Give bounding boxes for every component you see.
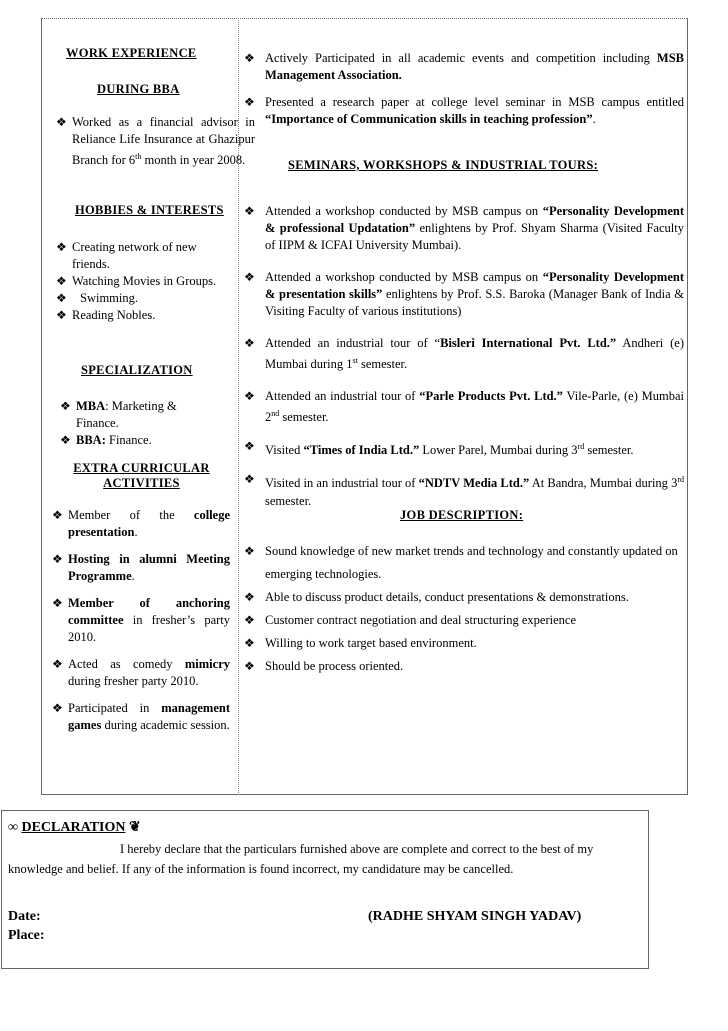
- diamond-bullet-icon: ❖: [244, 544, 255, 558]
- list-item: ❖ Should be process oriented.: [240, 655, 684, 678]
- diamond-bullet-icon: ❖: [52, 508, 63, 522]
- diamond-bullet-icon: ❖: [244, 95, 255, 109]
- work-experience-heading: WORK EXPERIENCE: [66, 46, 197, 60]
- declaration-box: [1, 810, 649, 969]
- place-label: Place:: [8, 928, 45, 943]
- diamond-bullet-icon: ❖: [244, 336, 255, 350]
- diamond-bullet-icon: ❖: [56, 274, 67, 288]
- signatory-name: (RADHE SHYAM SINGH YADAV): [368, 909, 582, 924]
- diamond-bullet-icon: ❖: [56, 115, 67, 129]
- diamond-bullet-icon: ❖: [244, 590, 255, 604]
- ornament-left-icon: ∞: [8, 820, 18, 835]
- list-item: ❖ Reading Nobles.: [56, 308, 156, 322]
- diamond-bullet-icon: ❖: [56, 240, 67, 254]
- specialization-list: [51, 398, 211, 449]
- seminars-heading: SEMINARS, WORKSHOPS & INDUSTRIAL TOURS:: [288, 158, 599, 172]
- list-item: ❖ Presented a research paper at college level seminar in MSB campus entitled “Importance of Communication skills in teaching profession”.: [244, 95, 684, 126]
- list-item: ❖ Member of anchoring committee in fresher’s party 2010.: [52, 596, 230, 644]
- list-item: ❖ BBA: Finance.: [60, 433, 152, 447]
- list-item: ❖ Creating network of new friends.: [56, 240, 197, 271]
- job-description-list: [240, 540, 684, 678]
- frame-bottom-border: [42, 794, 687, 795]
- list-item: ❖ Attended a workshop conducted by MSB campus on “Personality Development & presentation skills” enlightens by Prof. S.S. Baroka (Manager Bank of India & Visiting Faculty of various institutions): [244, 270, 684, 318]
- list-item: ❖ Sound knowledge of new market trends and technology and constantly updated on emerging technologies.: [240, 540, 684, 586]
- seminars-list: [240, 203, 684, 510]
- list-item: ❖ Attended an industrial tour of “Parle Products Pvt. Ltd.” Vile-Parle, (e) Mumbai 2nd semester.: [244, 389, 684, 425]
- diamond-bullet-icon: ❖: [244, 270, 255, 284]
- ornament-right-icon: ❦: [128, 820, 141, 835]
- diamond-bullet-icon: ❖: [52, 552, 63, 566]
- diamond-bullet-icon: ❖: [60, 399, 71, 413]
- diamond-bullet-icon: ❖: [244, 472, 255, 487]
- list-item: ❖ Visited “Times of India Ltd.” Lower Parel, Mumbai during 3rd semester.: [244, 439, 634, 458]
- diamond-bullet-icon: ❖: [244, 636, 255, 650]
- list-item: ❖ Customer contract negotiation and deal structuring experience: [240, 609, 684, 632]
- extra-curricular-list: [43, 507, 230, 734]
- extra-curricular-heading: EXTRA CURRICULAR ACTIVITIES: [73, 461, 210, 490]
- list-item: ❖ Swimming.: [56, 291, 138, 305]
- declaration-text: I hereby declare that the particulars furnished above are complete and correct to the best of my knowledge and belief. If any of the information is found incorrect, my candidature may be cancelled.: [8, 842, 594, 876]
- diamond-bullet-icon: ❖: [56, 291, 67, 305]
- activities-list: [240, 50, 684, 128]
- list-item: ❖ Participated in management games during academic session.: [52, 701, 230, 732]
- diamond-bullet-icon: ❖: [244, 659, 255, 673]
- list-item: ❖ Attended an industrial tour of “Bisleri International Pvt. Ltd.” Andheri (e) Mumbai during 1st semester.: [244, 336, 684, 372]
- list-item: ❖ Actively Participated in all academic events and competition including MSB Management Association.: [244, 51, 684, 82]
- list-item: ❖ Able to discuss product details, conduct presentations & demonstrations.: [240, 586, 684, 609]
- specialization-heading: SPECIALIZATION: [81, 363, 193, 377]
- list-item: ❖ Visited in an industrial tour of “NDTV Media Ltd.” At Bandra, Mumbai during 3rd semester.: [244, 472, 685, 508]
- list-item: ❖ MBA: Marketing & Finance.: [60, 399, 177, 430]
- work-item: ❖ Worked as a financial advisor in Reliance Life Insurance at Ghazipur Branch for 6th month in year 2008.: [56, 115, 255, 168]
- diamond-bullet-icon: ❖: [244, 389, 255, 404]
- date-label: Date:: [8, 909, 41, 924]
- list-item: ❖ Acted as comedy mimicry during fresher party 2010.: [52, 657, 230, 688]
- hobbies-list: [47, 239, 230, 324]
- during-bba-heading: DURING BBA: [97, 82, 180, 96]
- diamond-bullet-icon: ❖: [52, 701, 63, 715]
- diamond-bullet-icon: ❖: [60, 433, 71, 447]
- frame-top-border: [42, 18, 687, 19]
- job-description-heading: JOB DESCRIPTION:: [400, 508, 524, 522]
- diamond-bullet-icon: ❖: [244, 439, 255, 454]
- diamond-bullet-icon: ❖: [244, 51, 255, 65]
- list-item: ❖ Attended a workshop conducted by MSB campus on “Personality Development & professional Updatation” enlightens by Prof. Shyam Sharma (Visited Faculty of IIPM & ICFAI University Mumbai).: [244, 204, 684, 252]
- diamond-bullet-icon: ❖: [52, 596, 63, 610]
- diamond-bullet-icon: ❖: [244, 613, 255, 627]
- diamond-bullet-icon: ❖: [244, 204, 255, 218]
- list-item: ❖ Member of the college presentation.: [52, 508, 230, 539]
- hobbies-heading: HOBBIES & INTERESTS: [75, 203, 224, 217]
- list-item: ❖ Hosting in alumni Meeting Programme.: [52, 552, 230, 583]
- list-item: ❖ Watching Movies in Groups.: [56, 274, 217, 288]
- list-item: ❖ Willing to work target based environment.: [240, 632, 684, 655]
- declaration-title: ∞ DECLARATION ❦: [8, 820, 141, 835]
- diamond-bullet-icon: ❖: [52, 657, 63, 671]
- diamond-bullet-icon: ❖: [56, 308, 67, 322]
